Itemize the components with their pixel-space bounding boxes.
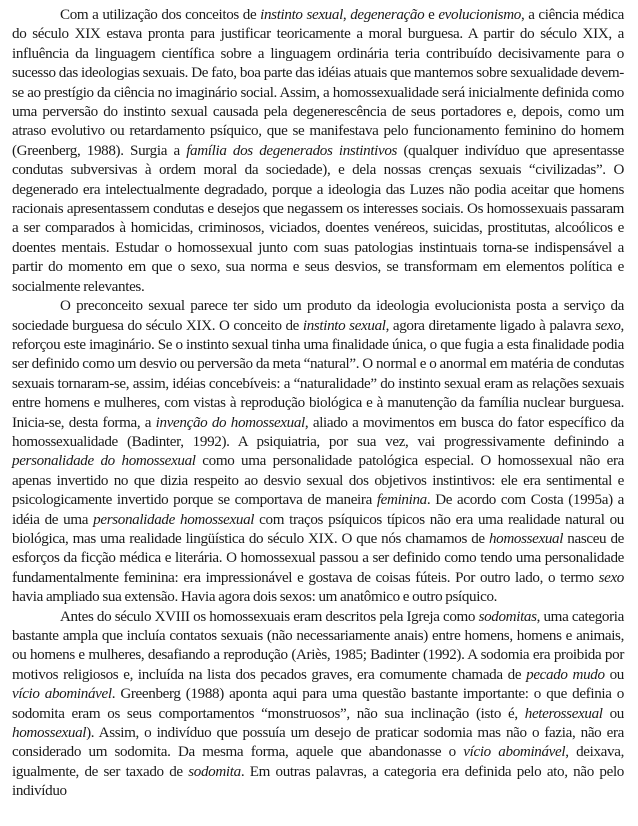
text-run: ou bbox=[602, 705, 625, 722]
text-run: havia ampliado sua extensão. Havia agora dois sexos: um anatômico e outro psíquico. bbox=[12, 589, 498, 606]
text-run: com traços psíquicos típicos não era uma realidade natural ou biológica, mas uma realidade lingüística do século XIX. O que nós chamamos de bbox=[12, 511, 624, 547]
italic-term: homossexual bbox=[12, 725, 87, 742]
text-run: (qualquer indivíduo que apresentasse condutas subversivas à ordem moral da sociedade), e dela nossas crenças sexuais “civilizadas”. O degenerado era intelectualmente degradado, porque a ideologia das Luzes não podia aceitar que homens racionais apresentassem condutas e desejos que negassem os interesses sociais. Os homossexuais passaram a ser comparados à homicidas, criminosos, viciados, doentes venéreos, suicidas, prostitutas, alcoólicos e doentes mentais. Estudar o homossexual junto com suas patologias instintuais torna-se indispensável a partir do momento em que o sexo, sua norma e seus desvios, se transformam em elementos política e socialmente relevantes. bbox=[12, 142, 625, 295]
text-run: . Em outras palavras, a categoria era definida pelo ato, não pelo indivíduo bbox=[12, 763, 624, 800]
italic-term: instinto sexual bbox=[260, 7, 343, 23]
text-run: , agora diretamente ligado à palavra bbox=[385, 317, 596, 334]
text-run: O preconceito sexual parece ter sido um produto da ideologia evolucionista posta a serviço da sociedade burguesa do século XIX. O conceito de bbox=[12, 298, 624, 334]
italic-term: homossexual bbox=[488, 530, 564, 547]
italic-term: sodomita bbox=[188, 763, 241, 780]
italic-term: evolucionismo bbox=[438, 7, 521, 23]
italic-term: vício abominável bbox=[463, 744, 566, 761]
italic-term: degeneração bbox=[350, 7, 425, 23]
italic-term: família dos degenerados instintivos bbox=[186, 142, 398, 159]
italic-term: sexo bbox=[595, 317, 621, 334]
text-run: . De acordo com Costa (1995a) a idéia de uma bbox=[12, 492, 624, 528]
italic-term: personalidade homossexual bbox=[93, 511, 255, 528]
italic-term: heterossexual bbox=[524, 705, 603, 722]
italic-term: sodomitas bbox=[478, 608, 537, 625]
italic-term: pecado mudo bbox=[526, 666, 605, 683]
italic-term: instinto sexual bbox=[302, 317, 386, 334]
italic-term: sexo bbox=[598, 569, 624, 586]
paragraph-1 bbox=[12, 6, 624, 297]
italic-term: feminina bbox=[376, 492, 427, 509]
text-run: Antes do século XVIII os homossexuais eram descritos pela Igreja como bbox=[60, 608, 479, 625]
text-run: como uma personalidade patológica especial. O homossexual não era apenas invertido no que dizia respeito ao desvio sexual dos objetivos instintivos: ele era sentimental e psicologicamente invertido porque se comportava de maneira bbox=[12, 453, 624, 509]
text-run: ). Assim, o indivíduo que possuía um desejo de praticar sodomia mas não o fazia, não era considerado um sodomita. Da mesma forma, aquele que abandonasse o bbox=[12, 725, 624, 761]
paragraph-2 bbox=[12, 297, 624, 608]
text-run: , uma categoria bastante ampla que incluía contatos sexuais (não necessariamente anais) entre homens, homens e animais, ou homens e mulheres, desafiando a reprodução (Ariès, 1985; Badinter (1992). A sodomia era proibida por motivos religiosos e, incluída na lista dos pecados graves, era comumente chamada de bbox=[12, 608, 625, 683]
text-run: , bbox=[342, 7, 351, 23]
text-run: , a ciência médica do século XIX estava pronta para justificar teoricamente a moral burguesa. A partir do século XIX, a influência da linguagem científica sobre a linguagem ordinária teria contribuído decisivamente para o sucesso das ideologias sexuais. De fato, boa parte das idéias atuais que mantemos sobre sexualidade devem-se ao prestígio da ciência no imaginário social. Assim, a homossexualidade será inicialmente definida como uma perversão do instinto sexual causada pela degenerescência de seus portadores e, depois, como um atraso evolutivo ou retardamento psíquico, que se manifestava pelo funcionamento feminino do homem (Greenberg, 1988). Surgia a bbox=[12, 7, 624, 159]
document-page bbox=[12, 6, 624, 802]
text-run: , aliado a movimentos em busca do fator específico da homossexualidade (Badinter, 1992). A psiquiatria, por sua vez, vai progressivamente definindo a bbox=[12, 414, 625, 450]
text-run: , reforçou este imaginário. Se o instinto sexual tinha uma finalidade única, o que fugia a esta finalidade podia ser definido como um desvio ou perversão da meta “natural”. O normal e o anormal em matéria de condutas sexuais tornaram-se, assim, idéias concebíveis: a “naturalidade” do instinto sexual eram as relações sexuais entre homens e mulheres, com vistas à reprodução biológica e à manutenção da família nuclear burguesa. Inicia-se, desta forma, a bbox=[12, 317, 624, 431]
paragraph-3 bbox=[12, 608, 624, 802]
italic-term: personalidade do homossexual bbox=[12, 453, 196, 470]
italic-term: invenção do homossexual bbox=[155, 414, 305, 431]
text-run: nasceu de esforços da ficção médica e literária. O homossexual passou a ser definido como tendo uma personalidade fundamentalmente feminina: era impressionável e gostava de coisas fúteis. Por outro lado, o termo bbox=[12, 530, 624, 586]
text-run: . Greenberg (1988) aponta aqui para uma questão bastante importante: o que definia o sodomita eram os seus comportamentos “monstruosos”, não sua inclinação (isto é, bbox=[12, 686, 624, 722]
text-run: ou bbox=[604, 666, 625, 683]
text-run: Com a utilização dos conceitos de bbox=[60, 7, 261, 23]
text-run: , deixava, igualmente, de ser taxado de bbox=[12, 744, 625, 780]
italic-term: vício abominável bbox=[12, 686, 112, 703]
text-run: e bbox=[424, 7, 439, 23]
